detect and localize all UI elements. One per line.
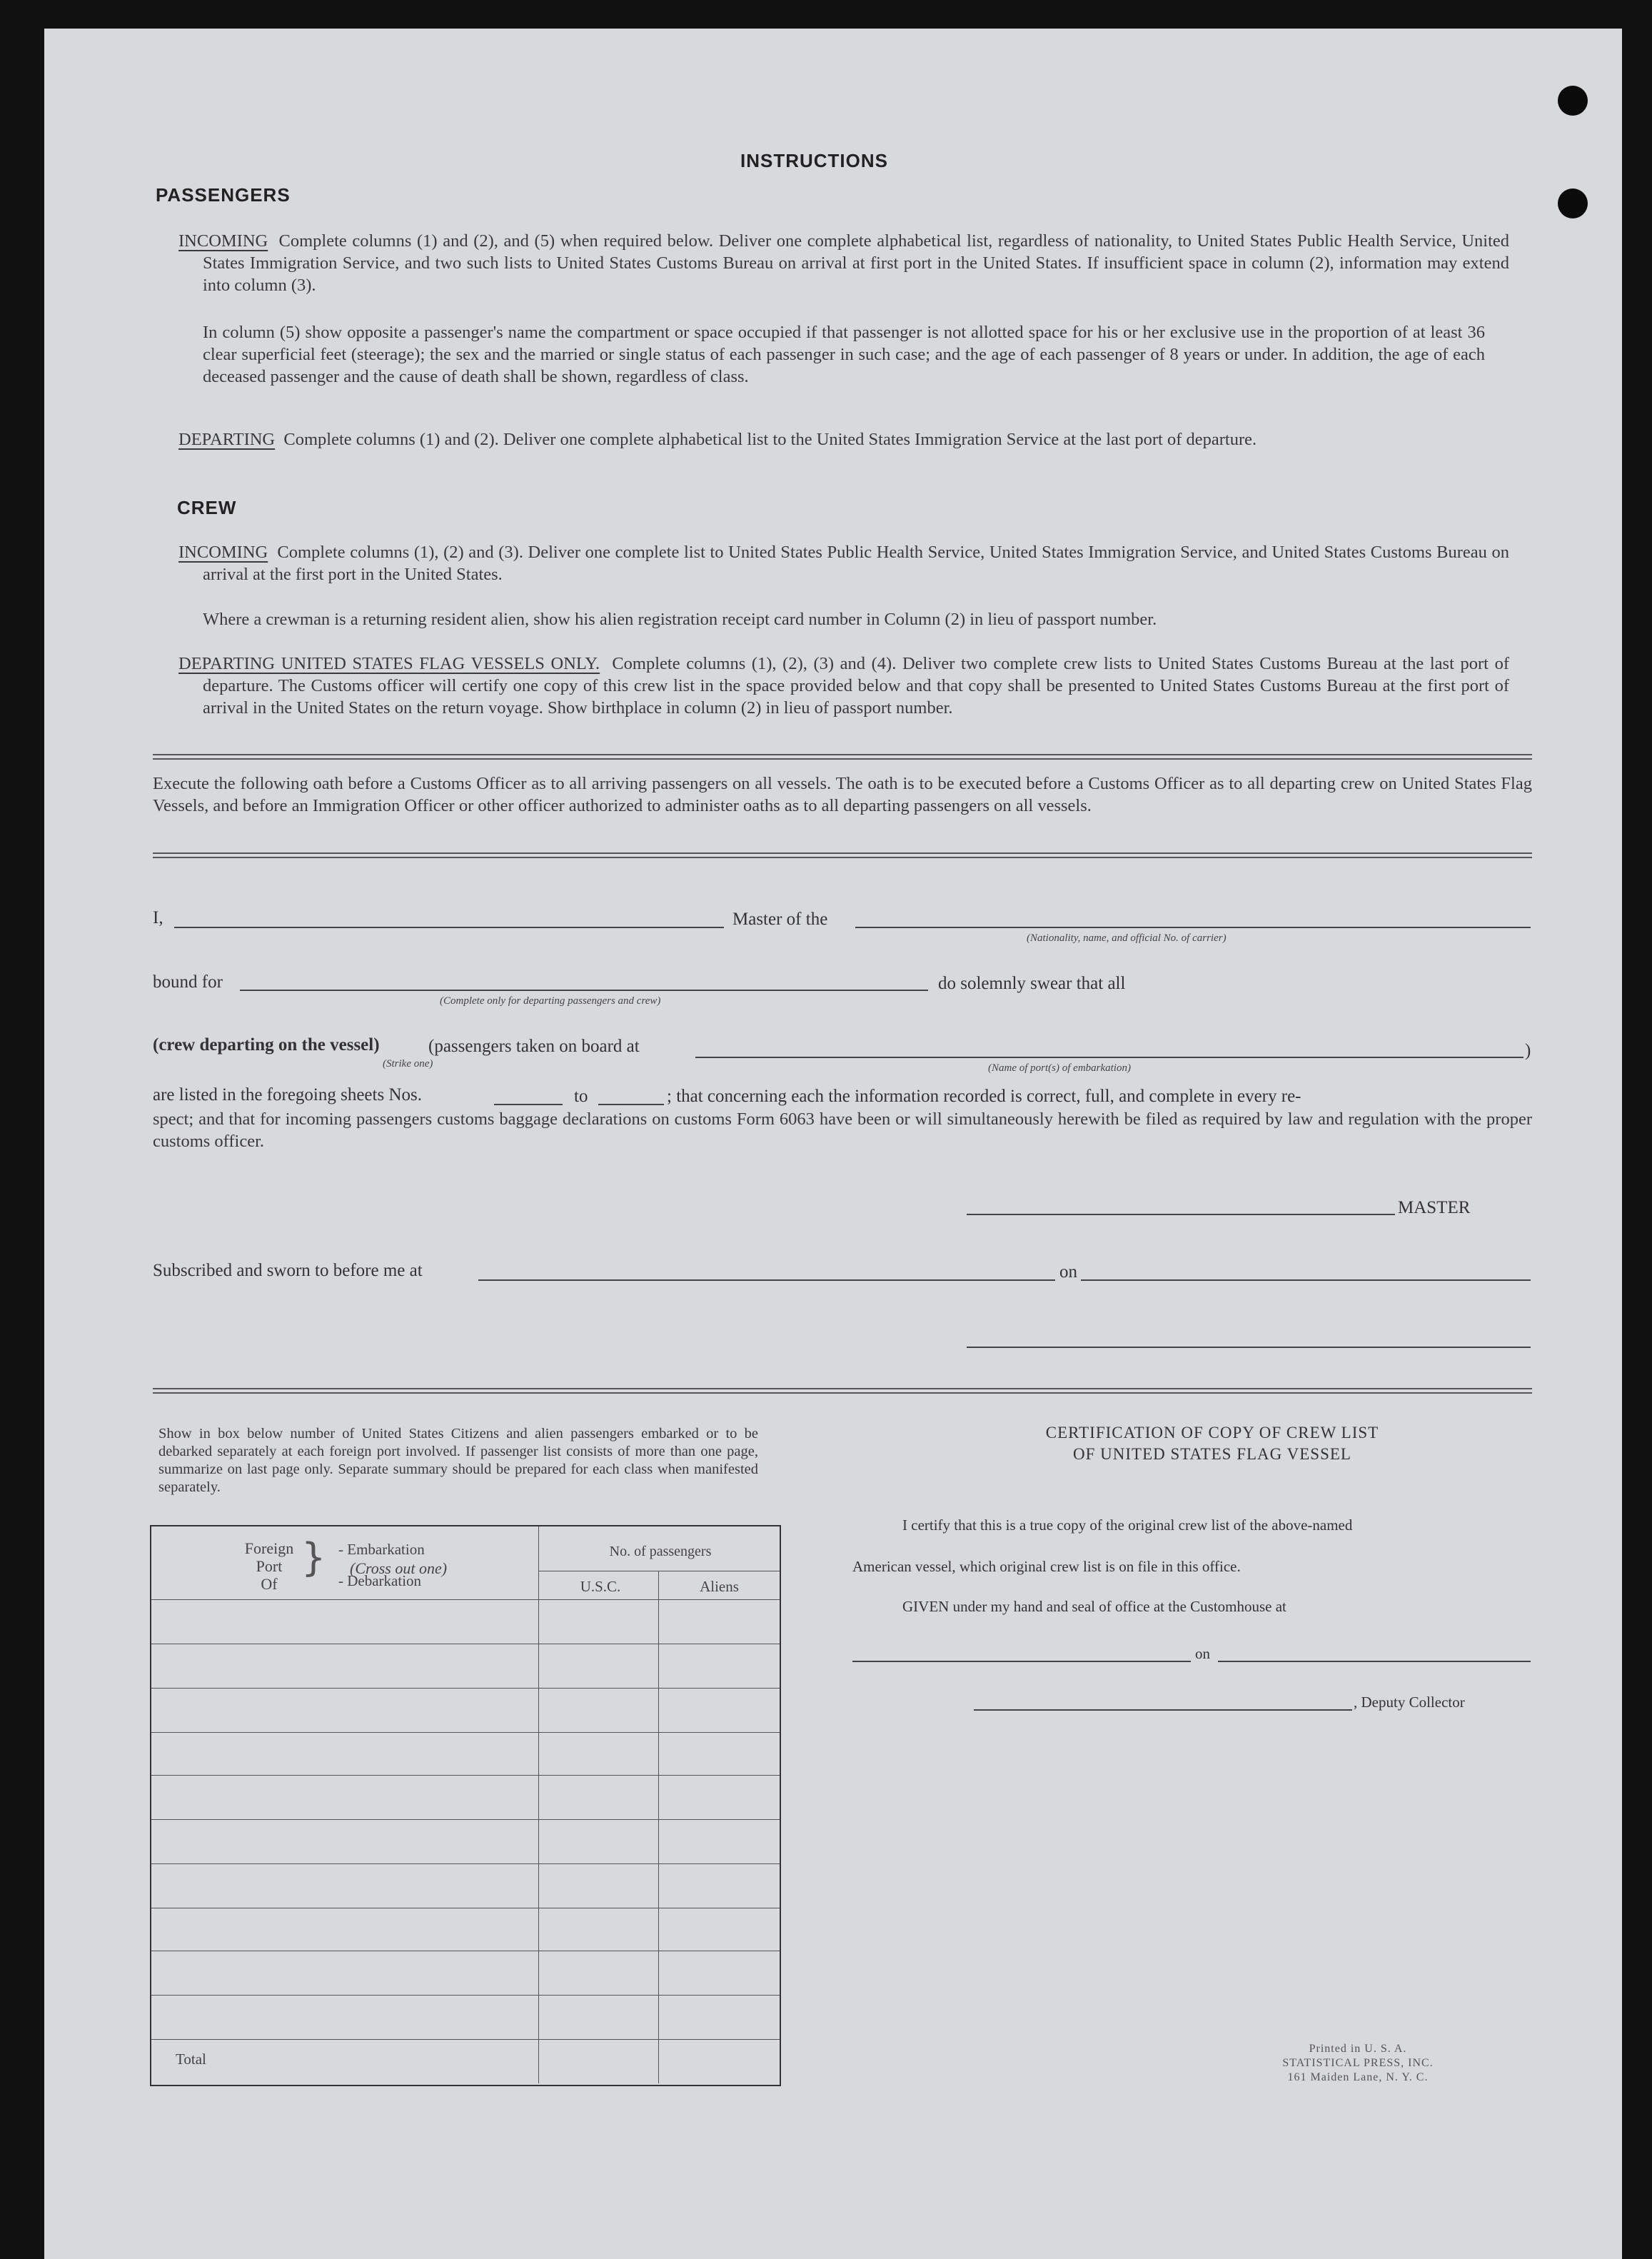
certification-title-line2: OF UNITED STATES FLAG VESSEL	[1073, 1445, 1351, 1463]
passenger-summary-table	[150, 1525, 781, 2086]
crew-incoming-label: INCOMING	[178, 543, 268, 562]
listed-concerning-text: ; that concerning each the information recorded is correct, full, and complete in every re-	[667, 1087, 1301, 1106]
bound-for-field[interactable]	[240, 990, 928, 991]
master-of-the-label: Master of the	[732, 910, 828, 929]
embarkation-caption: (Name of port(s) of embarkation)	[988, 1062, 1131, 1074]
form-sheet	[44, 29, 1622, 2259]
brace-icon: }	[301, 1535, 326, 1580]
section-divider	[153, 1388, 1532, 1394]
close-paren: )	[1525, 1041, 1531, 1060]
summary-instructions: Show in box below number of United States Citizens and alien passengers embarked or to be debarked separately at each foreign port involved. If passenger list consists of more than one page, summarize on last page only. Separate summary should be prepared for each class when manifested separately.	[158, 1426, 758, 1495]
listed-to-label: to	[574, 1087, 588, 1106]
strike-one-caption: (Strike one)	[383, 1058, 433, 1070]
master-name-field[interactable]	[174, 927, 724, 928]
passengers-incoming-text: Complete columns (1) and (2), and (5) when required below. Deliver one complete alphabetical list, regardless of nationality, to United States Public Health Service, United States Immigration Service, and two such lists to United States Customs Bureau on arrival at first port in the United States. If insufficient space in column (2), information may extend into column (3).	[203, 231, 1510, 295]
subscribed-label: Subscribed and sworn to before me at	[153, 1261, 423, 1280]
no-of-passengers-header: No. of passengers	[609, 1544, 712, 1559]
section-divider	[153, 852, 1532, 858]
crew-resident-paragraph: Where a crewman is a returning resident alien, show his alien registration receipt card number in Column (2) in lieu of passport number.	[203, 610, 1157, 629]
bound-for-label: bound for	[153, 972, 223, 992]
certification-title-line1: CERTIFICATION OF COPY OF CREW LIST	[1045, 1424, 1379, 1442]
given-line: GIVEN under my hand and seal of office at the Customhouse at	[902, 1598, 1286, 1615]
section-divider	[153, 754, 1532, 760]
cross-out-caption: (Cross out one)	[350, 1559, 448, 1577]
printer-imprint: Printed in U. S. A. STATISTICAL PRESS, INC. 161 Maiden Lane, N. Y. C.	[1282, 2043, 1434, 2083]
carrier-field[interactable]	[855, 927, 1531, 928]
debarkation-option[interactable]: - Debarkation	[338, 1572, 422, 1589]
sheet-to-field[interactable]	[598, 1104, 664, 1105]
officer-signature-field[interactable]	[967, 1347, 1531, 1348]
swear-label: do solemnly swear that all	[938, 974, 1126, 993]
listed-respect-text: spect; and that for incoming passengers customs baggage declarations on customs Form 6063 have been or will simultaneously herewith be filed as required by law and regulation with the proper customs officer.	[153, 1110, 1532, 1151]
master-signature-field[interactable]	[967, 1214, 1395, 1215]
passengers-heading: PASSENGERS	[156, 184, 291, 206]
crew-departing-paragraph	[178, 653, 1509, 719]
sheet-from-field[interactable]	[494, 1104, 563, 1105]
crew-departing-label: DEPARTING UNITED STATES FLAG VESSELS ONLY.	[178, 654, 600, 673]
certify-line1: I certify that this is a true copy of the original crew list of the above-named	[902, 1516, 1353, 1534]
certification-date-field[interactable]	[1218, 1661, 1531, 1662]
embarkation-port-field[interactable]	[695, 1057, 1523, 1058]
bound-for-caption: (Complete only for departing passengers and crew)	[440, 995, 661, 1007]
passengers-incoming-label: INCOMING	[178, 231, 268, 251]
certification-on-label: on	[1195, 1645, 1210, 1662]
usc-header: U.S.C.	[580, 1578, 621, 1595]
crew-incoming-paragraph	[178, 541, 1509, 585]
punch-hole-top	[1558, 86, 1588, 116]
sworn-on-label: on	[1059, 1262, 1077, 1282]
passengers-departing-label: DEPARTING	[178, 430, 276, 449]
passengers-departing-paragraph	[178, 428, 1509, 451]
crew-incoming-text: Complete columns (1), (2) and (3). Deliver one complete list to United States Public Health Service, United States Immigration Service, and United States Customs Bureau on arrival at the first port in the United States.	[203, 543, 1509, 584]
aliens-header: Aliens	[700, 1578, 739, 1595]
passengers-taken-option[interactable]: (passengers taken on board at	[428, 1037, 640, 1056]
listed-sheets-label: are listed in the foregoing sheets Nos.	[153, 1085, 422, 1105]
total-label: Total	[176, 2051, 206, 2068]
master-label: MASTER	[1398, 1198, 1471, 1217]
passengers-column5-paragraph: In column (5) show opposite a passenger's name the compartment or space occupied if that passenger is not allotted space for his or her exclusive use in the proportion of at least 36 clear superficial feet (steerage); the sex and the married or single status of each passenger in such case; and the age of each passenger of 8 years or under. In addition, the age of each deceased passenger and the cause of death shall be shown, regardless of class.	[203, 323, 1485, 386]
deputy-signature-field[interactable]	[974, 1709, 1352, 1711]
carrier-caption: (Nationality, name, and official No. of carrier)	[1027, 932, 1227, 944]
oath-i-label: I,	[153, 908, 163, 927]
passengers-departing-text: Complete columns (1) and (2). Deliver one complete alphabetical list to the United States Immigration Service at the last port of departure.	[283, 430, 1257, 449]
oath-instructions: Execute the following oath before a Customs Officer as to all arriving passengers on all vessels. The oath is to be executed before a Customs Officer as to all departing crew on United States Flag Vessels, and before an Immigration Officer or other officer authorized to administer oaths as to all departing passengers on all vessels.	[153, 774, 1532, 815]
crew-heading: CREW	[177, 497, 237, 518]
deputy-collector-label: , Deputy Collector	[1354, 1694, 1465, 1711]
foreign-port-of-header: Foreign Port Of	[244, 1539, 294, 1593]
crew-departing-option[interactable]: (crew departing on the vessel)	[153, 1035, 380, 1055]
punch-hole-bottom	[1558, 188, 1588, 218]
crew-departing-text: Complete columns (1), (2), (3) and (4). Deliver two complete crew lists to United States Customs Bureau at the last port of departure. The Customs officer will certify one copy of this crew list in the space provided below and that copy shall be presented to United States Customs Bureau at the first port of arrival in the United States on the return voyage. Show birthplace in column (2) in lieu of passport number.	[203, 654, 1509, 718]
sworn-date-field[interactable]	[1081, 1279, 1531, 1281]
passengers-incoming-paragraph	[178, 230, 1509, 296]
sworn-place-field[interactable]	[478, 1279, 1055, 1281]
embarkation-option[interactable]: - Embarkation	[338, 1541, 425, 1558]
customhouse-field[interactable]	[852, 1661, 1191, 1662]
instructions-title: INSTRUCTIONS	[740, 150, 888, 171]
certify-line2: American vessel, which original crew list is on file in this office.	[852, 1558, 1241, 1575]
